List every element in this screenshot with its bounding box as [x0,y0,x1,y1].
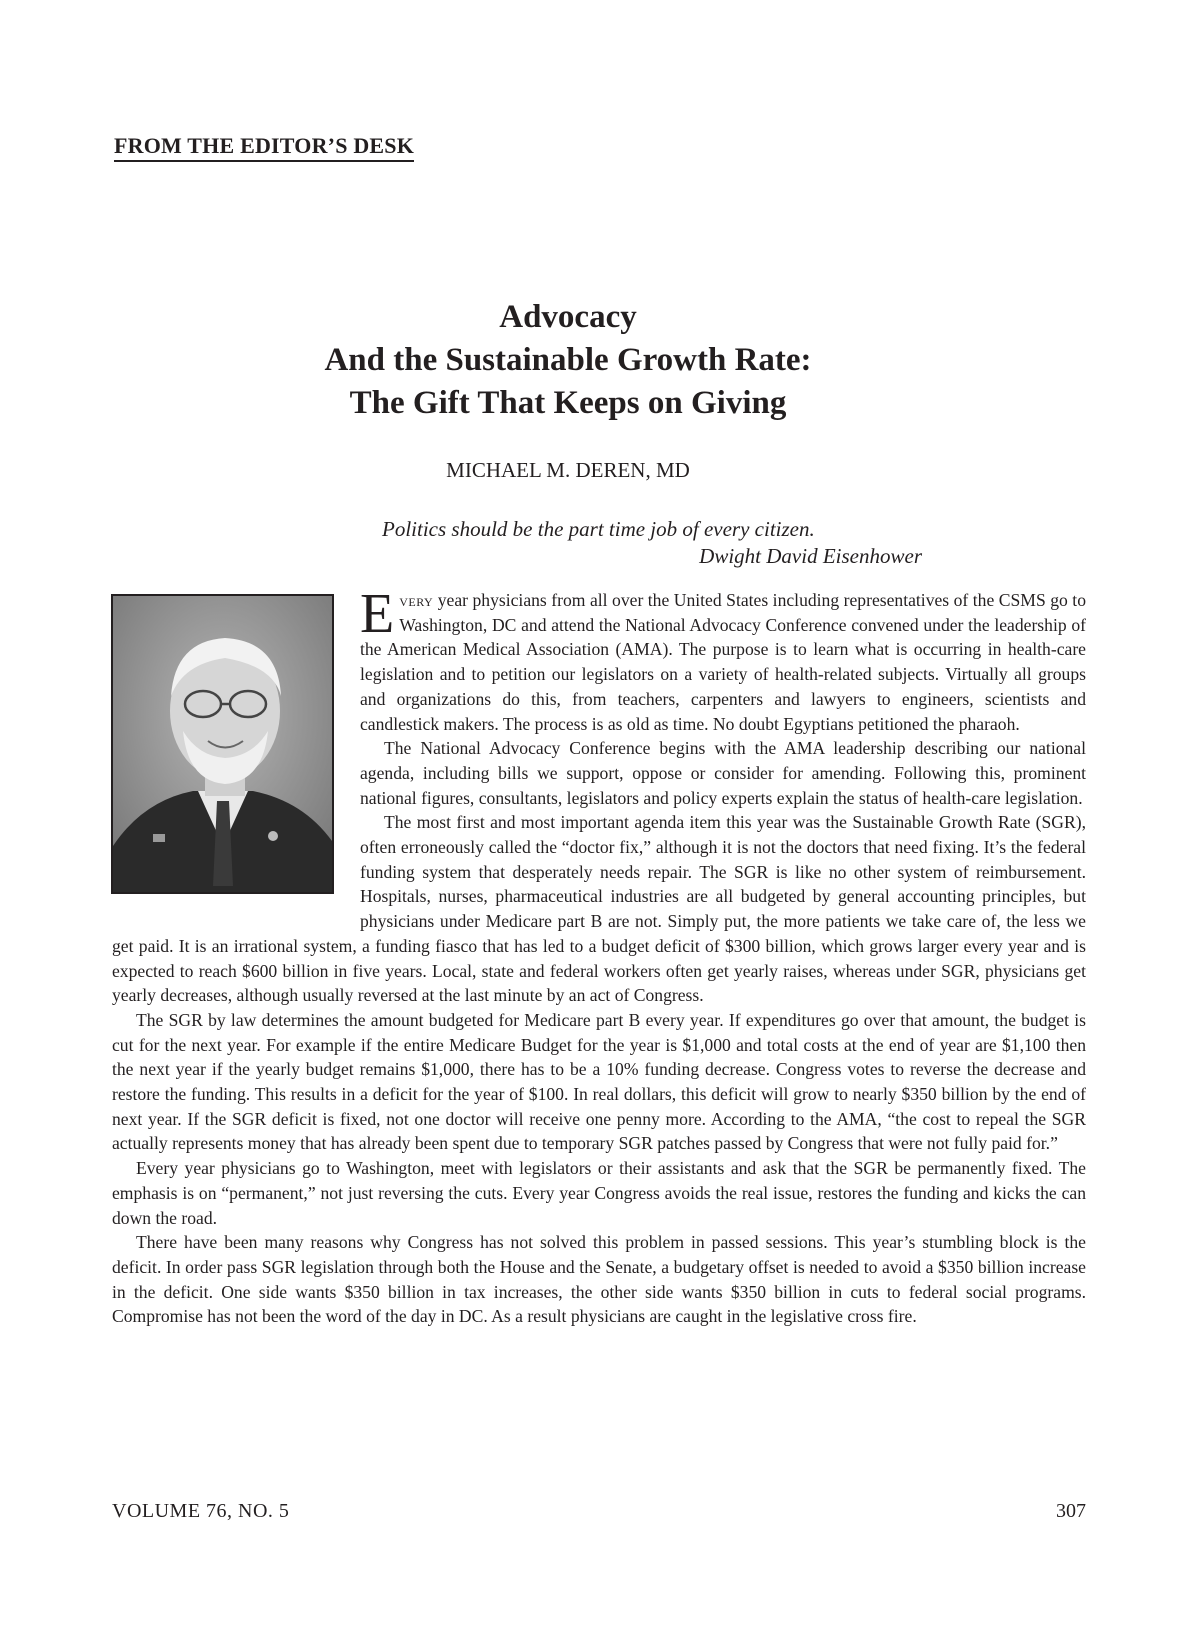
footer-volume: VOLUME 76, NO. 5 [112,1500,290,1522]
photo-wrap-spacer [112,588,360,910]
title-line: Advocacy [499,299,637,335]
author-byline: MICHAEL M. DEREN, MD [446,458,690,482]
epigraph [382,516,942,570]
paragraph: There have been many reasons why Congress has not solved this problem in passed sessions. This year’s stumbling block is the deficit. In order pass SGR legislation through both the House and the Senate, a budgetary offset is needed to avoid a $350 billion increase in the deficit. One side wants $350 billion in tax increases, the other side wants $350 billion in cuts to federal social programs. Compromise has not been the word of the day in DC. As a result physicians are caught in the legislative cross fire. [112,1232,1086,1327]
article-title [0,296,1136,425]
paragraph: The SGR by law determines the amount budgeted for Medicare part B every year. If expenditures go over that amount, the budget is cut for the next year. For example if the entire Medicare Budget for the year is $1,000 and total costs at the end of year are $1,100 then the next year if the yearly budget remains $1,000, there has to be a 10% funding decrease. Congress votes to reverse the decrease and restore the funding. This results in a deficit for the year of $100. In real dollars, this deficit will grow to nearly $350 billion by the end of next year. If the SGR deficit is fixed, not one doctor will receive one penny more. According to the AMA, “the cost to repeal the SGR actually represents money that has already been spent due to temporary SGR patches passed by Congress that were not fully paid for.” [112,1009,1086,1154]
title-line: The Gift That Keeps on Giving [349,385,787,421]
paragraph: The most first and most important agenda item this year was the Sustainable Growth Rate (SGR), often erroneously called the “doctor fix,” although it is not the doctors that need fixing. It’s the federal funding system that desperately needs repair. The SGR is like no other system of reimbursement. Hospitals, nurses, pharmaceutical industries are all budgeted by general accounting principles, but physicians under Medicare part B are not. Simply put, the more patients we take care of, the less we get paid. It is an irrational system, a funding fiasco that has led to a budget deficit of $300 billion, which grows larger every year and is expected to reach $600 billion in five years. Local, state and federal workers often get yearly raises, whereas under SGR, physicians get yearly decreases, although usually reversed at the last minute by an act of Congress. [112,812,1086,1006]
epigraph-attribution: Dwight David Eisenhower [699,544,922,568]
lead-in-smallcaps: very [399,590,434,610]
epigraph-quote: Politics should be the part time job of every citizen. [382,517,815,541]
paragraph-text: year physicians from all over the United States including representatives of the CSMS go to Washington, DC and attend the National Advocacy Conference convened under the leadership of the American Medical Association (AMA). The purpose is to learn what is occurring in health-care legislation and to petition our legislators on a variety of health-related subjects. Virtually all groups and organizations do this, from teachers, carpenters and lawyers to engineers, scientists and candlestick makers. The process is as old as time. No doubt Egyptians petitioned the pharaoh. [360,590,1086,734]
article-body [112,583,1086,1329]
title-line: And the Sustainable Growth Rate: [324,342,812,378]
page-number: 307 [1056,1500,1086,1522]
paragraph: The National Advocacy Conference begins with the AMA leadership describing our national agenda, including bills we support, oppose or consider for amending. Following this, prominent national figures, consultants, legislators and policy experts explain the status of health-care legislation. [360,738,1086,808]
paragraph: Every year physicians go to Washington, meet with legislators or their assistants and ask that the SGR be permanently fixed. The emphasis is on “permanent,” not just reversing the cuts. Every year Congress avoids the real issue, restores the funding and kicks the can down the road. [112,1158,1086,1228]
section-header: FROM THE EDITOR’S DESK [114,133,414,162]
drop-cap: E [360,583,395,645]
